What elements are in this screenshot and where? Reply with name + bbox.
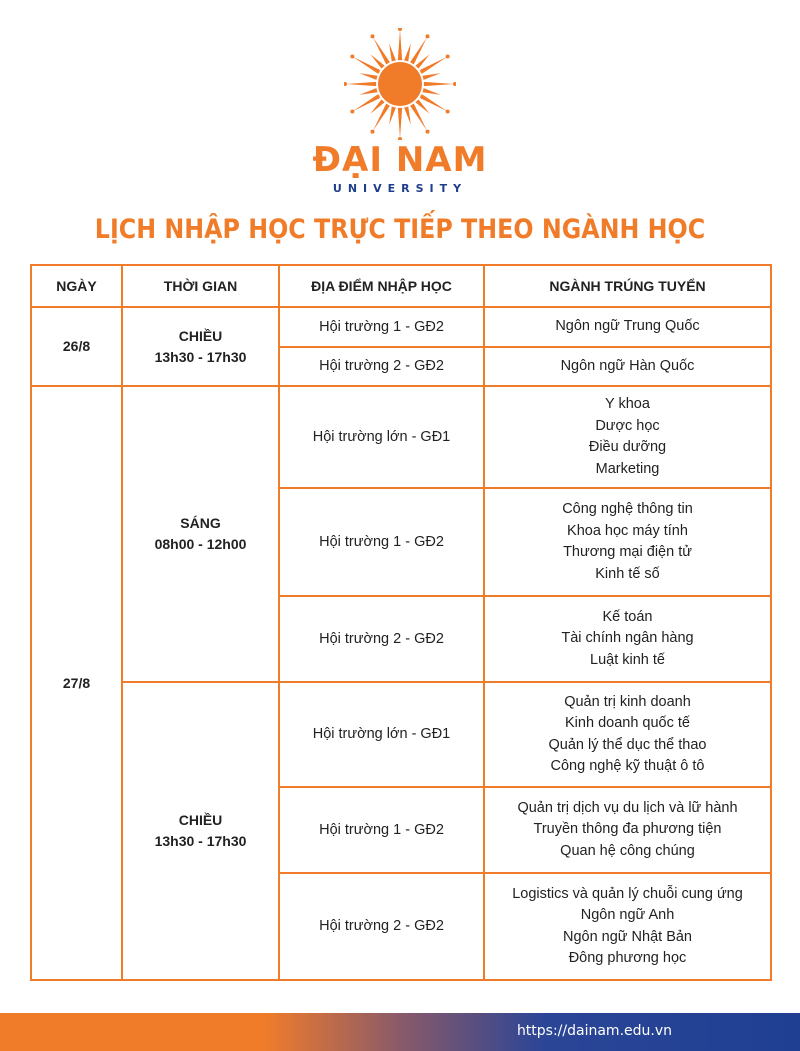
sun-logo-icon [344,28,456,140]
brand-name: ĐẠI NAM [312,140,488,180]
major-item: Thương mại điện tử [563,544,692,560]
major-item: Công nghệ thông tin [562,501,693,517]
major-item: Quản trị kinh doanh [564,693,691,710]
session-cell [122,307,279,386]
session-time: 08h00 - 12h00 [154,536,247,552]
major-item: Truyền thông đa phương tiện [533,821,722,838]
location-cell: Hội trường lớn - GĐ1 [279,386,484,488]
date-cell: 27/8 [31,386,122,980]
page-title: LỊCH NHẬP HỌC TRỰC TIẾP THEO NGÀNH HỌC [94,214,706,245]
major-item: Ngôn ngữ Nhật Bản [562,928,692,945]
table-row [31,307,771,347]
header-date: NGÀY [31,265,122,307]
majors-cell [484,682,771,787]
major-item: Marketing [595,460,660,477]
session-label: CHIỀU [178,812,223,828]
major-item: Ngôn ngữ Hàn Quốc [560,357,695,374]
session-cell [122,386,279,682]
location-cell: Hội trường 1 - GĐ2 [279,307,484,347]
majors-cell [484,347,771,386]
location-cell: Hội trường 1 - GĐ2 [279,787,484,873]
major-item: Kinh tế số [595,565,660,582]
majors-cell [484,307,771,347]
major-item: Ngôn ngữ Trung Quốc [555,318,700,335]
brand-subtitle: UNIVERSITY [332,182,468,195]
session-label: SÁNG [180,515,221,531]
major-item: Quản lý thể dục thể thao [548,736,707,753]
major-item: Quan hệ công chúng [560,842,695,859]
footer-bar [0,1013,800,1051]
major-item: Ngôn ngữ Anh [580,907,675,923]
table-row [31,386,771,488]
date-cell: 26/8 [31,307,122,386]
header-time: THỜI GIAN [122,265,279,307]
major-item: Logistics và quản lý chuỗi cung ứng [512,885,743,902]
location-cell: Hội trường lớn - GĐ1 [279,682,484,787]
major-item: Luật kinh tế [590,651,665,668]
header-majors: NGÀNH TRÚNG TUYỂN [484,265,771,307]
majors-cell [484,488,771,596]
major-item: Khoa học máy tính [567,522,688,539]
major-item: Y khoa [605,396,650,412]
major-item: Kế toán [602,608,653,625]
table-header-row [31,265,771,307]
session-time: 13h30 - 17h30 [154,833,247,849]
major-item: Điều dưỡng [588,439,667,455]
schedule-table [30,264,772,981]
major-item: Đông phương học [568,950,687,966]
majors-cell [484,873,771,980]
session-label: CHIỀU [178,327,223,344]
session-time: 13h30 - 17h30 [154,348,247,365]
major-item: Tài chính ngân hàng [561,630,694,647]
major-item: Kinh doanh quốc tế [565,715,690,731]
location-cell: Hội trường 1 - GĐ2 [279,488,484,596]
majors-cell [484,386,771,488]
major-item: Công nghệ kỹ thuật ô tô [550,758,705,774]
table-row [31,682,771,787]
majors-cell [484,596,771,682]
header-location: ĐỊA ĐIỂM NHẬP HỌC [279,265,484,307]
location-cell: Hội trường 2 - GĐ2 [279,596,484,682]
location-cell: Hội trường 2 - GĐ2 [279,347,484,386]
location-cell: Hội trường 2 - GĐ2 [279,873,484,980]
session-cell [122,682,279,980]
major-item: Dược học [595,417,660,434]
major-item: Quản trị dịch vụ du lịch và lữ hành [517,799,738,816]
majors-cell [484,787,771,873]
website-link[interactable]: https://dainam.edu.vn [516,1023,672,1039]
